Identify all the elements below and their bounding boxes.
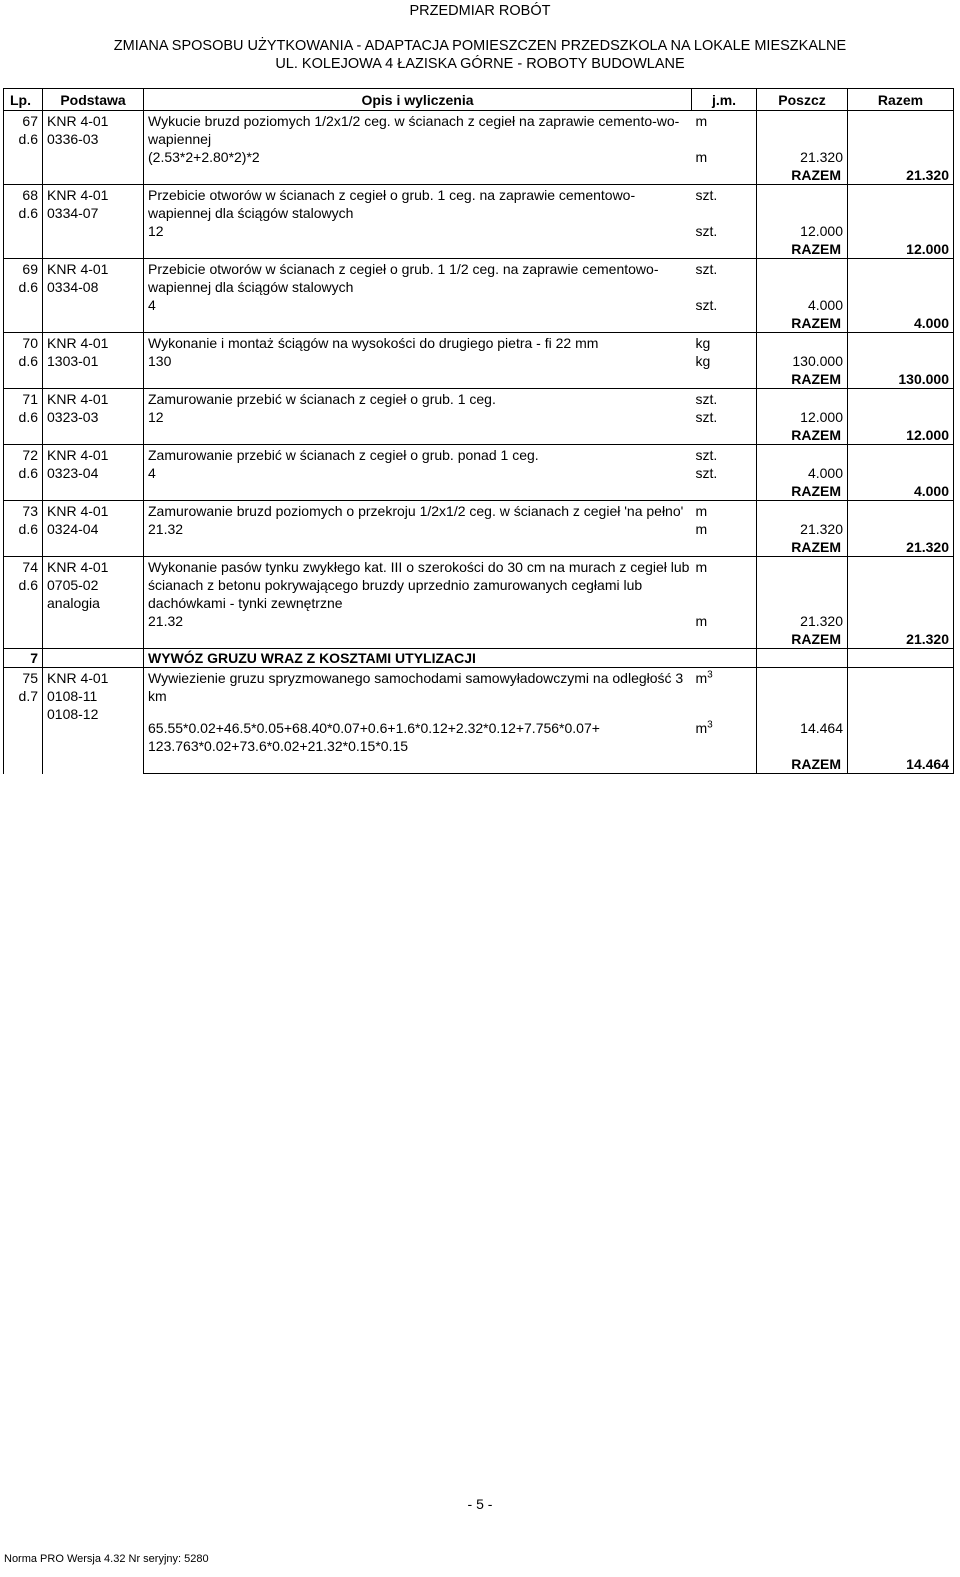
position-description: Zamurowanie przebić w ścianach z cegieł o grub. ponad 1 ceg. bbox=[144, 445, 692, 465]
total-label: RAZEM bbox=[757, 538, 848, 557]
position-number bbox=[4, 501, 43, 539]
position-number bbox=[4, 668, 43, 774]
position-lp: 68 bbox=[22, 187, 38, 203]
position-unit: kg bbox=[695, 335, 711, 351]
empty-cell bbox=[848, 408, 954, 426]
position-lp-chapter: d.6 bbox=[18, 521, 38, 537]
position-description-row bbox=[4, 111, 954, 149]
position-number bbox=[4, 111, 43, 167]
page-number: - 5 - bbox=[467, 1496, 493, 1512]
col-header-jm: j.m. bbox=[692, 89, 757, 111]
position-lp-chapter: d.7 bbox=[18, 688, 38, 704]
empty-cell bbox=[757, 501, 848, 521]
unit-exponent: 3 bbox=[707, 669, 713, 681]
basis-code: 0324-04 bbox=[47, 521, 99, 537]
col-header-poszcz: Poszcz bbox=[757, 89, 848, 111]
position-number bbox=[4, 557, 43, 631]
position-description: Wykonanie i montaż ściągów na wysokości do drugiego pietra - fi 22 mm bbox=[144, 333, 692, 353]
position-calc-row bbox=[4, 296, 954, 314]
position-number bbox=[4, 259, 43, 315]
position-total: 14.464 bbox=[848, 755, 954, 774]
position-lp-chapter: d.6 bbox=[18, 279, 38, 295]
total-label: RAZEM bbox=[757, 370, 848, 389]
position-total: 21.320 bbox=[848, 538, 954, 557]
basis-code: 0108-12 bbox=[47, 706, 99, 722]
position-number bbox=[4, 333, 43, 371]
empty-cell bbox=[848, 352, 954, 370]
position-calc-unit: m bbox=[695, 521, 708, 537]
empty-cell bbox=[144, 314, 692, 333]
empty-cell bbox=[848, 649, 954, 668]
basis-code: 0323-03 bbox=[47, 409, 99, 425]
section-row bbox=[4, 649, 954, 668]
position-basis bbox=[43, 668, 144, 774]
empty-cell bbox=[757, 389, 848, 409]
empty-cell bbox=[757, 668, 848, 720]
empty-cell bbox=[848, 557, 954, 613]
calc-line-1: 65.55*0.02+46.5*0.05+68.40*0.07+0.6+1.6*0.12+2.32*0.12+7.756*0.07+ bbox=[148, 720, 600, 736]
empty-cell bbox=[757, 333, 848, 353]
section-title: WYWÓZ GRUZU WRAZ Z KOSZTAMI UTYLIZACJI bbox=[144, 649, 692, 668]
empty-cell bbox=[43, 240, 144, 259]
section-number: 7 bbox=[4, 649, 43, 668]
empty-cell bbox=[848, 668, 954, 720]
project-title-line2: UL. KOLEJOWA 4 ŁAZISKA GÓRNE - ROBOTY BUDOWLANE bbox=[275, 56, 685, 72]
empty-cell bbox=[848, 501, 954, 521]
basis-code: KNR 4-01 bbox=[47, 391, 109, 407]
position-unit: m bbox=[695, 113, 708, 129]
position-lp: 74 bbox=[22, 559, 38, 575]
position-unit: szt. bbox=[695, 391, 718, 407]
col-header-opis: Opis i wyliczenia bbox=[144, 89, 692, 111]
empty-cell bbox=[848, 612, 954, 630]
position-total: 12.000 bbox=[848, 426, 954, 445]
position-calc-row bbox=[4, 719, 954, 755]
empty-cell bbox=[692, 314, 757, 333]
position-lp-chapter: d.6 bbox=[18, 353, 38, 369]
basis-code: KNR 4-01 bbox=[47, 113, 109, 129]
position-description: Wykonanie pasów tynku zwykłego kat. III o szerokości do 30 cm na murach z cegieł lub ścianach z betonu pokrywającego bruzdy uprzednio zamurowanych cegłami lub dachówkami - tynki zewnętrzne bbox=[144, 557, 692, 613]
empty-cell bbox=[43, 482, 144, 501]
empty-cell bbox=[692, 538, 757, 557]
software-footer: Norma PRO Wersja 4.32 Nr seryjny: 5280 bbox=[4, 1553, 209, 1565]
position-total: 4.000 bbox=[848, 314, 954, 333]
position-subtotal: 12.000 bbox=[757, 408, 848, 426]
total-label: RAZEM bbox=[757, 755, 848, 774]
empty-cell bbox=[43, 314, 144, 333]
position-basis bbox=[43, 111, 144, 167]
basis-code: 0334-08 bbox=[47, 279, 99, 295]
position-description-row bbox=[4, 389, 954, 409]
empty-cell bbox=[4, 538, 43, 557]
unit-exponent: 3 bbox=[707, 719, 713, 731]
empty-cell bbox=[144, 240, 692, 259]
position-calc-row bbox=[4, 352, 954, 370]
empty-cell bbox=[757, 111, 848, 149]
position-description: Wykucie bruzd poziomych 1/2x1/2 ceg. w ścianach z cegieł na zaprawie cemento-wo-wapiennej bbox=[144, 111, 692, 149]
basis-code: KNR 4-01 bbox=[47, 187, 109, 203]
empty-cell bbox=[144, 166, 692, 185]
empty-cell bbox=[692, 370, 757, 389]
position-lp: 73 bbox=[22, 503, 38, 519]
empty-cell bbox=[43, 370, 144, 389]
empty-cell bbox=[692, 240, 757, 259]
basis-code: KNR 4-01 bbox=[47, 670, 109, 686]
position-calculation: 21.32 bbox=[144, 520, 692, 538]
position-calc-unit bbox=[692, 719, 757, 755]
empty-cell bbox=[848, 111, 954, 149]
position-number bbox=[4, 445, 43, 483]
position-subtotal: 21.320 bbox=[757, 612, 848, 630]
position-unit: m bbox=[695, 503, 708, 519]
calc-line-2: 123.763*0.02+73.6*0.02+21.32*0.15*0.15 bbox=[148, 738, 409, 754]
position-lp: 72 bbox=[22, 447, 38, 463]
position-description-row bbox=[4, 557, 954, 613]
basis-code: 0108-11 bbox=[47, 688, 98, 704]
empty-cell bbox=[144, 538, 692, 557]
empty-cell bbox=[848, 222, 954, 240]
position-total: 4.000 bbox=[848, 482, 954, 501]
position-subtotal: 12.000 bbox=[757, 222, 848, 240]
position-lp: 69 bbox=[22, 261, 38, 277]
position-calc-row bbox=[4, 520, 954, 538]
basis-code: 0323-04 bbox=[47, 465, 99, 481]
empty-cell bbox=[848, 296, 954, 314]
position-total: 21.320 bbox=[848, 630, 954, 649]
position-basis bbox=[43, 445, 144, 483]
empty-cell bbox=[692, 630, 757, 649]
position-subtotal: 4.000 bbox=[757, 296, 848, 314]
position-total-row bbox=[4, 426, 954, 445]
position-total-row bbox=[4, 482, 954, 501]
empty-cell bbox=[692, 166, 757, 185]
total-label: RAZEM bbox=[757, 240, 848, 259]
bill-of-quantities-table bbox=[3, 88, 954, 774]
position-calc-row bbox=[4, 464, 954, 482]
empty-cell bbox=[4, 314, 43, 333]
position-number bbox=[4, 185, 43, 241]
position-total-row bbox=[4, 370, 954, 389]
position-description-row bbox=[4, 259, 954, 297]
empty-cell bbox=[4, 166, 43, 185]
empty-cell bbox=[43, 649, 144, 668]
empty-cell bbox=[848, 259, 954, 297]
position-calculation: 12 bbox=[144, 222, 692, 240]
empty-cell bbox=[757, 259, 848, 297]
position-description-row bbox=[4, 668, 954, 720]
position-calc-unit: m bbox=[695, 149, 708, 165]
basis-code: 1303-01 bbox=[47, 353, 99, 369]
position-description-row bbox=[4, 501, 954, 521]
empty-cell bbox=[848, 445, 954, 465]
empty-cell bbox=[144, 426, 692, 445]
position-calculation: (2.53*2+2.80*2)*2 bbox=[144, 148, 692, 166]
position-total-row bbox=[4, 630, 954, 649]
empty-cell bbox=[848, 389, 954, 409]
empty-cell bbox=[848, 464, 954, 482]
position-total-row bbox=[4, 755, 954, 774]
project-title-line1: ZMIANA SPOSOBU UŻYTKOWANIA - ADAPTACJA POMIESZCZEN PRZEDSZKOLA NA LOKALE MIESZKALNE bbox=[113, 38, 847, 54]
position-lp-chapter: d.6 bbox=[18, 131, 38, 147]
position-description: Przebicie otworów w ścianach z cegieł o grub. 1 1/2 ceg. na zaprawie cementowo-wapiennej dla ściągów stalowych bbox=[144, 259, 692, 297]
position-subtotal: 14.464 bbox=[757, 719, 848, 755]
position-total: 12.000 bbox=[848, 240, 954, 259]
document-title: PRZEDMIAR ROBÓT bbox=[409, 3, 551, 19]
position-calc-row bbox=[4, 612, 954, 630]
position-basis bbox=[43, 557, 144, 631]
position-description: Zamurowanie przebić w ścianach z cegieł o grub. 1 ceg. bbox=[144, 389, 692, 409]
position-description-row bbox=[4, 445, 954, 465]
position-subtotal: 21.320 bbox=[757, 520, 848, 538]
empty-cell bbox=[848, 520, 954, 538]
position-basis bbox=[43, 185, 144, 241]
position-calculation: 4 bbox=[144, 464, 692, 482]
position-lp: 71 bbox=[22, 391, 38, 407]
empty-cell bbox=[144, 370, 692, 389]
empty-cell bbox=[4, 240, 43, 259]
position-unit bbox=[692, 668, 757, 720]
position-lp-chapter: d.6 bbox=[18, 465, 38, 481]
position-calc-unit: szt. bbox=[695, 409, 718, 425]
basis-code: 0334-07 bbox=[47, 205, 99, 221]
position-calculation bbox=[144, 719, 692, 755]
unit-base: m bbox=[695, 670, 708, 686]
col-header-podstawa: Podstawa bbox=[43, 89, 144, 111]
position-number bbox=[4, 389, 43, 427]
empty-cell bbox=[4, 482, 43, 501]
position-total-row bbox=[4, 166, 954, 185]
empty-cell bbox=[144, 630, 692, 649]
total-label: RAZEM bbox=[757, 426, 848, 445]
empty-cell bbox=[144, 755, 692, 774]
empty-cell bbox=[848, 185, 954, 223]
empty-cell bbox=[4, 370, 43, 389]
position-calc-row bbox=[4, 148, 954, 166]
position-calc-row bbox=[4, 408, 954, 426]
total-label: RAZEM bbox=[757, 482, 848, 501]
empty-cell bbox=[692, 649, 757, 668]
basis-code: KNR 4-01 bbox=[47, 503, 109, 519]
position-description: Wywiezienie gruzu spryzmowanego samochodami samowyładowczymi na odległość 3 km bbox=[144, 668, 692, 720]
col-header-razem: Razem bbox=[848, 89, 954, 111]
position-subtotal: 21.320 bbox=[757, 148, 848, 166]
position-lp-chapter: d.6 bbox=[18, 205, 38, 221]
position-basis bbox=[43, 333, 144, 371]
position-calculation: 12 bbox=[144, 408, 692, 426]
empty-cell bbox=[757, 445, 848, 465]
empty-cell bbox=[848, 333, 954, 353]
position-basis bbox=[43, 259, 144, 315]
position-calc-row bbox=[4, 222, 954, 240]
position-calculation: 4 bbox=[144, 296, 692, 314]
position-calculation: 21.32 bbox=[144, 612, 692, 630]
unit-base: m bbox=[695, 720, 708, 736]
empty-cell bbox=[692, 755, 757, 774]
empty-cell bbox=[144, 482, 692, 501]
table-header-row bbox=[4, 89, 954, 111]
position-calc-unit: kg bbox=[695, 353, 711, 369]
position-unit: szt. bbox=[695, 187, 718, 203]
empty-cell bbox=[757, 649, 848, 668]
position-subtotal: 130.000 bbox=[757, 352, 848, 370]
position-calc-unit: szt. bbox=[695, 223, 718, 239]
basis-code: KNR 4-01 bbox=[47, 447, 109, 463]
position-calculation: 130 bbox=[144, 352, 692, 370]
empty-cell bbox=[43, 166, 144, 185]
position-lp: 67 bbox=[22, 113, 38, 129]
position-calc-unit: szt. bbox=[695, 297, 718, 313]
position-basis bbox=[43, 501, 144, 539]
position-lp-chapter: d.6 bbox=[18, 577, 38, 593]
total-label: RAZEM bbox=[757, 166, 848, 185]
basis-code: KNR 4-01 bbox=[47, 335, 109, 351]
position-lp: 75 bbox=[22, 670, 38, 686]
position-unit: szt. bbox=[695, 447, 718, 463]
position-subtotal: 4.000 bbox=[757, 464, 848, 482]
position-lp-chapter: d.6 bbox=[18, 409, 38, 425]
position-calc-unit: szt. bbox=[695, 465, 718, 481]
basis-code: KNR 4-01 bbox=[47, 261, 109, 277]
position-total-row bbox=[4, 240, 954, 259]
basis-code: 0336-03 bbox=[47, 131, 99, 147]
empty-cell bbox=[848, 148, 954, 166]
empty-cell bbox=[4, 630, 43, 649]
empty-cell bbox=[692, 482, 757, 501]
basis-code: analogia bbox=[47, 595, 100, 611]
empty-cell bbox=[43, 426, 144, 445]
position-unit: m bbox=[695, 559, 708, 575]
position-description-row bbox=[4, 333, 954, 353]
empty-cell bbox=[757, 185, 848, 223]
table-body bbox=[4, 111, 954, 774]
empty-cell bbox=[757, 557, 848, 613]
position-lp: 70 bbox=[22, 335, 38, 351]
position-calc-unit: m bbox=[695, 613, 708, 629]
empty-cell bbox=[4, 426, 43, 445]
position-unit: szt. bbox=[695, 261, 718, 277]
position-total-row bbox=[4, 314, 954, 333]
total-label: RAZEM bbox=[757, 314, 848, 333]
empty-cell bbox=[43, 538, 144, 557]
basis-code: 0705-02 bbox=[47, 577, 99, 593]
col-header-lp: Lp. bbox=[4, 89, 43, 111]
position-basis bbox=[43, 389, 144, 427]
total-label: RAZEM bbox=[757, 630, 848, 649]
empty-cell bbox=[43, 630, 144, 649]
empty-cell bbox=[848, 719, 954, 755]
position-total: 130.000 bbox=[848, 370, 954, 389]
position-total: 21.320 bbox=[848, 166, 954, 185]
position-total-row bbox=[4, 538, 954, 557]
empty-cell bbox=[692, 426, 757, 445]
position-description-row bbox=[4, 185, 954, 223]
position-description: Przebicie otworów w ścianach z cegieł o grub. 1 ceg. na zaprawie cementowo-wapiennej dla ściągów stalowych bbox=[144, 185, 692, 223]
position-description: Zamurowanie bruzd poziomych o przekroju 1/2x1/2 ceg. w ścianach z cegieł 'na pełno' bbox=[144, 501, 692, 521]
basis-code: KNR 4-01 bbox=[47, 559, 109, 575]
